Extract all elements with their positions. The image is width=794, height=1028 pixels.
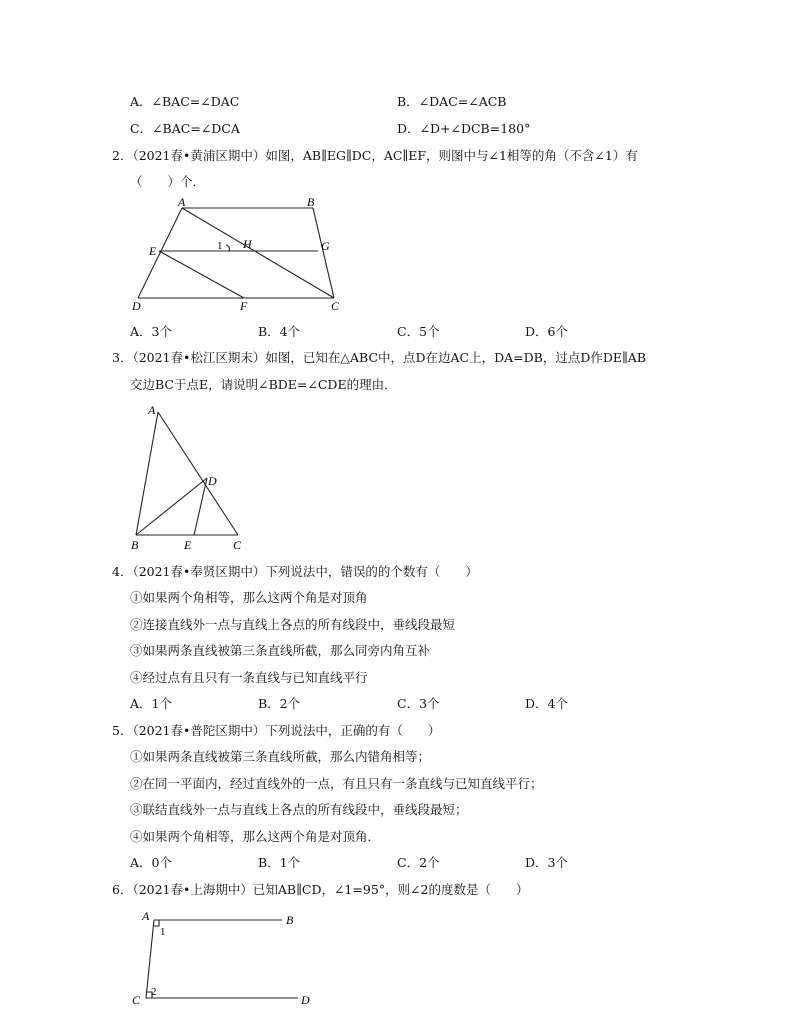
q4-statement-1: ①如果两个角相等，那么这两个角是对顶角 [130, 590, 368, 605]
q3-label-b: B [131, 538, 139, 552]
q2-label-d: D [132, 299, 141, 313]
q6-label-angle2: 2 [151, 986, 157, 998]
q3-label-e: E [184, 538, 192, 552]
q2-label-b: B [307, 196, 315, 209]
q4-option-c: C．3个 [397, 696, 440, 711]
q1-option-d: D．∠D+∠DCB=180° [397, 121, 531, 136]
q5-statement-4: ④如果两个角相等，那么这两个角是对顶角． [130, 829, 381, 844]
q5-statement-3: ③联结直线外一点与直线上各点的所有线段中，垂线段最短； [130, 802, 468, 817]
q5-option-a: A．0个 [130, 855, 172, 870]
q2-label-g: G [321, 239, 330, 253]
q4-option-a: A．1个 [130, 696, 172, 711]
q4-stem: 4．（2021春•奉贤区期中）下列说法中，错误的的个数有（ ） [112, 564, 478, 579]
q5-option-d: D．3个 [525, 855, 568, 870]
q3-stem-line2: 交边BC于点E，请说明∠BDE=∠CDE的理由． [130, 377, 397, 392]
q4-statement-4: ④经过点有且只有一条直线与已知直线平行 [130, 670, 368, 685]
q3-stem-line1: 3．（2021春•松江区期末）如图，已知在△ABC中，点D在边AC上，DA=DB，过点D作DE∥AB [112, 350, 647, 365]
q2-label-angle1: 1 [217, 240, 223, 252]
q4-statement-2: ②连接直线外一点与直线上各点的所有线段中，垂线段最短 [130, 617, 456, 632]
q5-stem: 5．（2021春•普陀区期中）下列说法中，正确的有（ ） [112, 723, 441, 738]
q6-stem: 6．（2021春•上海期中）已知AB∥CD，∠1=95°，则∠2的度数是（ ） [112, 882, 529, 897]
q1-option-b: B．∠DAC=∠ACB [397, 94, 507, 109]
q2-option-c: C．5个 [397, 324, 440, 339]
q2-option-d: D．6个 [525, 324, 568, 339]
q4-statement-3: ③如果两条直线被第三条直线所截，那么同旁内角互补 [130, 643, 431, 658]
q2-label-f: F [240, 299, 248, 313]
q2-label-h: H [243, 237, 252, 251]
q3-label-a: A [148, 403, 156, 417]
q3-label-c: C [233, 538, 242, 552]
q5-statement-2: ②在同一平面内，经过直线外的一点，有且只有一条直线与已知直线平行； [130, 776, 543, 791]
q1-option-c: C．∠BAC=∠DCA [130, 121, 240, 136]
q5-statement-1: ①如果两条直线被第三条直线所截，那么内错角相等； [130, 749, 431, 764]
q3-figure [126, 398, 256, 554]
q6-label-d: D [301, 993, 310, 1007]
q4-option-b: B．2个 [258, 696, 301, 711]
q4-option-d: D．4个 [525, 696, 568, 711]
q5-option-b: B．1个 [258, 855, 301, 870]
q2-figure [126, 196, 356, 318]
q1-option-a: A．∠BAC=∠DAC [130, 94, 240, 109]
q2-label-c: C [331, 299, 340, 313]
q3-label-d: D [208, 474, 217, 488]
q2-label-a: A [178, 196, 186, 209]
q2-option-a: A．3个 [130, 324, 172, 339]
q5-option-c: C．2个 [397, 855, 440, 870]
q6-label-a: A [142, 909, 150, 923]
q2-option-b: B．4个 [258, 324, 301, 339]
q2-stem-line1: 2．（2021春•黄浦区期中）如图，AB∥EG∥DC，AC∥EF，则图中与∠1相等的角（不含∠1）有 [112, 148, 638, 163]
q6-figure [126, 904, 326, 1020]
q6-label-b: B [286, 913, 294, 927]
q2-label-e: E [149, 244, 157, 258]
q6-label-c: C [132, 993, 141, 1007]
q6-label-angle1: 1 [160, 926, 166, 938]
q2-stem-line2: （ ）个． [130, 174, 206, 189]
